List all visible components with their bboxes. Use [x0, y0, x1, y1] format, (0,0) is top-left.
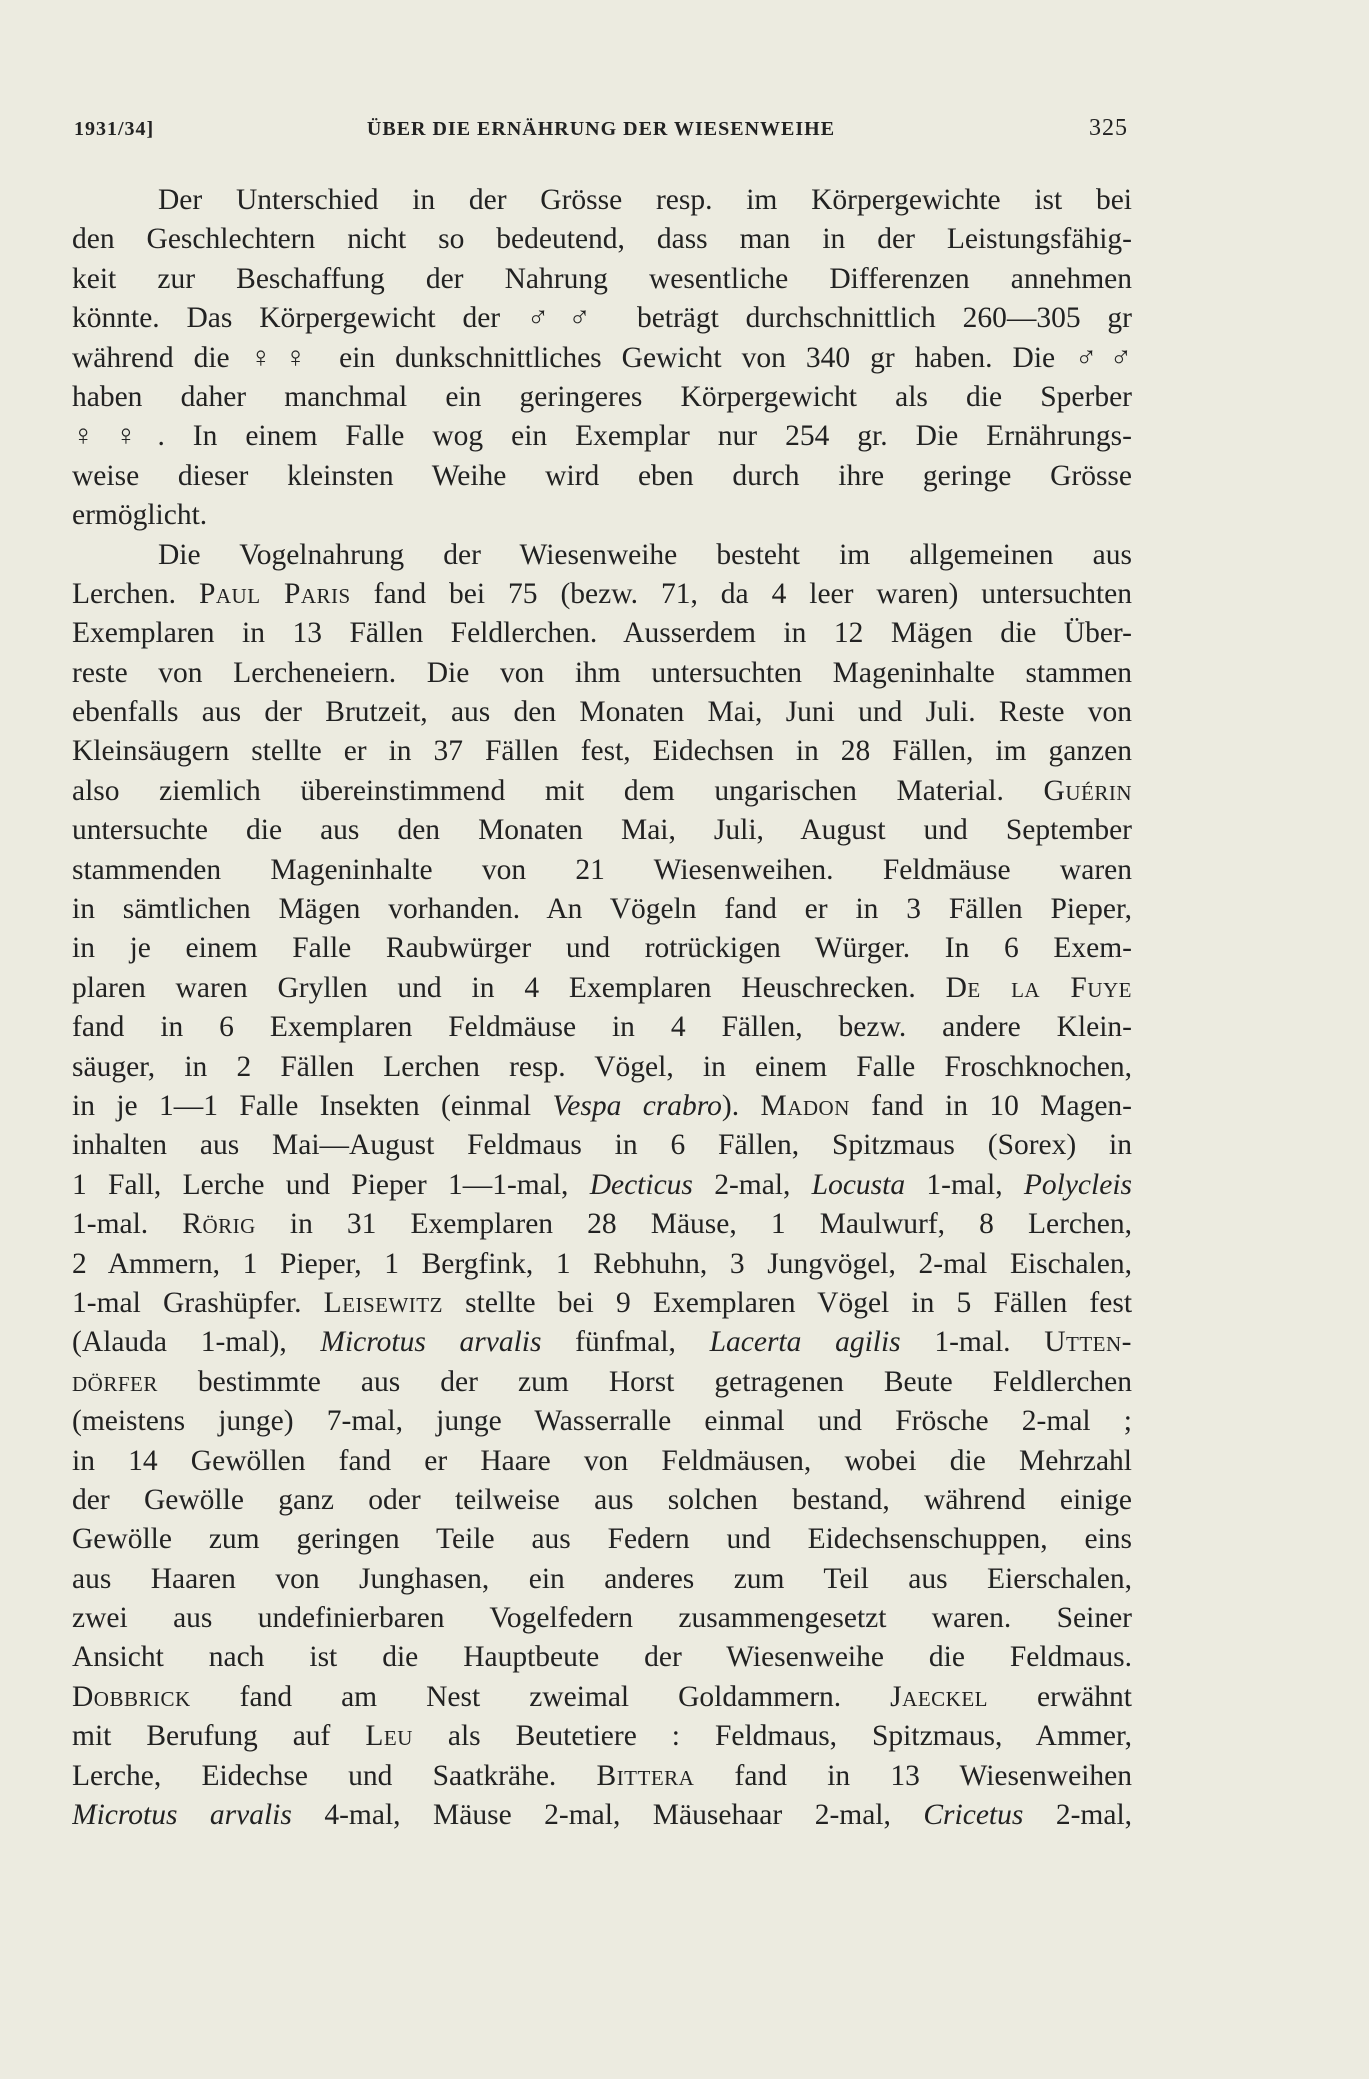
text-line: ♀♀. In einem Falle wog ein Exemplar nur 254 gr. Die Ernährungs- — [72, 420, 1132, 453]
text-line: mit Berufung auf Leu als Beutetiere : Feldmaus, Spitzmaus, Ammer, — [72, 1720, 1132, 1753]
header-title: ÜBER DIE ERNÄHRUNG DER WIESENWEIHE — [366, 118, 836, 140]
text-line: zwei aus undefinierbaren Vogelfedern zusammengesetzt waren. Seiner — [72, 1602, 1132, 1635]
author-name: Bittera — [596, 1759, 695, 1792]
text-line: 2 Ammern, 1 Pieper, 1 Bergfink, 1 Rebhuhn, 3 Jungvögel, 2-mal Eischalen, — [72, 1247, 1132, 1280]
text-line: Exemplaren in 13 Fällen Feldlerchen. Ausserdem in 12 Mägen die Über- — [72, 617, 1132, 650]
text-line: Kleinsäugern stellte er in 37 Fällen fest, Eidechsen in 28 Fällen, im ganzen — [72, 735, 1132, 768]
species-name: Polycleis — [1023, 1168, 1132, 1201]
text-line: ebenfalls aus der Brutzeit, aus den Monaten Mai, Juni und Juli. Reste von — [72, 696, 1132, 729]
text-line: also ziemlich übereinstimmend mit dem ungarischen Material. Guérin — [72, 774, 1132, 807]
text-line: Lerche, Eidechse und Saatkrähe. Bittera fand in 13 Wiesenweihen — [72, 1759, 1132, 1792]
text-line: in 14 Gewöllen fand er Haare von Feldmäusen, wobei die Mehrzahl — [72, 1444, 1132, 1477]
text-line: während die ♀♀ ein dunkschnittliches Gewicht von 340 gr haben. Die ♂♂ — [72, 341, 1132, 374]
text-line: dörfer bestimmte aus der zum Horst getragenen Beute Feldlerchen — [72, 1365, 1132, 1398]
author-name: dörfer — [72, 1365, 158, 1398]
text-line: haben daher manchmal ein geringeres Körpergewicht als die Sperber — [72, 380, 1132, 413]
text-line: der Gewölle ganz oder teilweise aus solchen bestand, während einige — [72, 1483, 1132, 1516]
text-line: plaren waren Gryllen und in 4 Exemplaren Heuschrecken. De la Fuye — [72, 971, 1132, 1004]
text-line: in je einem Falle Raubwürger und rotrückigen Würger. In 6 Exem- — [72, 932, 1132, 965]
text-line: Die Vogelnahrung der Wiesenweihe besteht im allgemeinen aus — [158, 538, 1132, 571]
text-line: in je 1—1 Falle Insekten (einmal Vespa crabro). Madon fand in 10 Magen- — [72, 1089, 1132, 1122]
text-line: säuger, in 2 Fällen Lerchen resp. Vögel, in einem Falle Froschknochen, — [72, 1050, 1132, 1083]
text-line: fand in 6 Exemplaren Feldmäuse in 4 Fällen, bezw. andere Klein- — [72, 1011, 1132, 1044]
author-name: De la Fuye — [945, 971, 1132, 1004]
text-line: Microtus arvalis 4-mal, Mäuse 2-mal, Mäusehaar 2-mal, Cricetus 2-mal, — [72, 1799, 1132, 1832]
text-line: Gewölle zum geringen Teile aus Federn und Eidechsenschuppen, eins — [72, 1523, 1132, 1556]
header-volume: 1931/34] — [74, 118, 155, 140]
text-line: 1-mal. Rörig in 31 Exemplaren 28 Mäuse, 1 Maulwurf, 8 Lerchen, — [72, 1208, 1132, 1241]
author-name: Leu — [365, 1720, 413, 1753]
text-line: Ansicht nach ist die Hauptbeute der Wiesenweihe die Feldmaus. — [72, 1641, 1132, 1674]
text-line: untersuchte die aus den Monaten Mai, Juli, August und September — [72, 814, 1132, 847]
text-line: Der Unterschied in der Grösse resp. im Körpergewichte ist bei — [158, 184, 1132, 216]
species-name: Vespa crabro — [552, 1089, 722, 1122]
text-line: den Geschlechtern nicht so bedeutend, dass man in der Leistungsfähig- — [72, 223, 1132, 256]
text-line: in sämtlichen Mägen vorhanden. An Vögeln fand er in 3 Fällen Pieper, — [72, 893, 1132, 926]
text-line: Lerchen. Paul Paris fand bei 75 (bezw. 71, da 4 leer waren) untersuchten — [72, 577, 1132, 610]
author-name: Leisewitz — [323, 1286, 443, 1319]
species-name: Microtus arvalis — [320, 1326, 542, 1359]
running-header — [74, 115, 1128, 148]
text-line: keit zur Beschaffung der Nahrung wesentliche Differenzen annehmen — [72, 262, 1132, 295]
text-line: weise dieser kleinsten Weihe wird eben durch ihre geringe Grösse — [72, 459, 1132, 492]
text-line: Dobbrick fand am Nest zweimal Goldammern. Jaeckel erwähnt — [72, 1680, 1132, 1713]
text-line: könnte. Das Körpergewicht der ♂♂ beträgt durchschnittlich 260—305 gr — [72, 302, 1132, 335]
species-name: Cricetus — [923, 1799, 1024, 1832]
author-name: Paul Paris — [198, 577, 351, 610]
author-name: Madon — [760, 1089, 850, 1122]
text-line: reste von Lercheneiern. Die von ihm untersuchten Mageninhalte stammen — [72, 656, 1132, 689]
author-name: Utten- — [1044, 1326, 1132, 1359]
author-name: Guérin — [1043, 774, 1132, 807]
author-name: Jaeckel — [890, 1680, 988, 1713]
author-name: Dobbrick — [72, 1680, 191, 1713]
text-line: ermöglicht. — [72, 499, 208, 532]
text-line: stammenden Mageninhalte von 21 Wiesenweihen. Feldmäuse waren — [72, 853, 1132, 886]
text-line: inhalten aus Mai—August Feldmaus in 6 Fällen, Spitzmaus (Sorex) in — [72, 1129, 1132, 1162]
species-name: Microtus arvalis — [72, 1799, 292, 1832]
species-name: Decticus — [589, 1168, 693, 1201]
species-name: Lacerta agilis — [709, 1326, 901, 1359]
text-line: (Alauda 1-mal), Microtus arvalis fünfmal, Lacerta agilis 1-mal. Utten- — [72, 1326, 1132, 1359]
page-number: 325 — [1089, 115, 1128, 141]
text-line: 1 Fall, Lerche und Pieper 1—1-mal, Decticus 2-mal, Locusta 1-mal, Polycleis — [72, 1168, 1132, 1201]
author-name: Rörig — [182, 1208, 256, 1241]
text-line: (meistens junge) 7-mal, junge Wasserralle einmal und Frösche 2-mal ; — [72, 1405, 1132, 1438]
body-text — [72, 181, 1132, 1835]
text-line: 1-mal Grashüpfer. Leisewitz stellte bei 9 Exemplaren Vögel in 5 Fällen fest — [72, 1286, 1132, 1319]
text-line: aus Haaren von Junghasen, ein anderes zum Teil aus Eierschalen, — [72, 1562, 1132, 1595]
species-name: Locusta — [811, 1168, 906, 1201]
